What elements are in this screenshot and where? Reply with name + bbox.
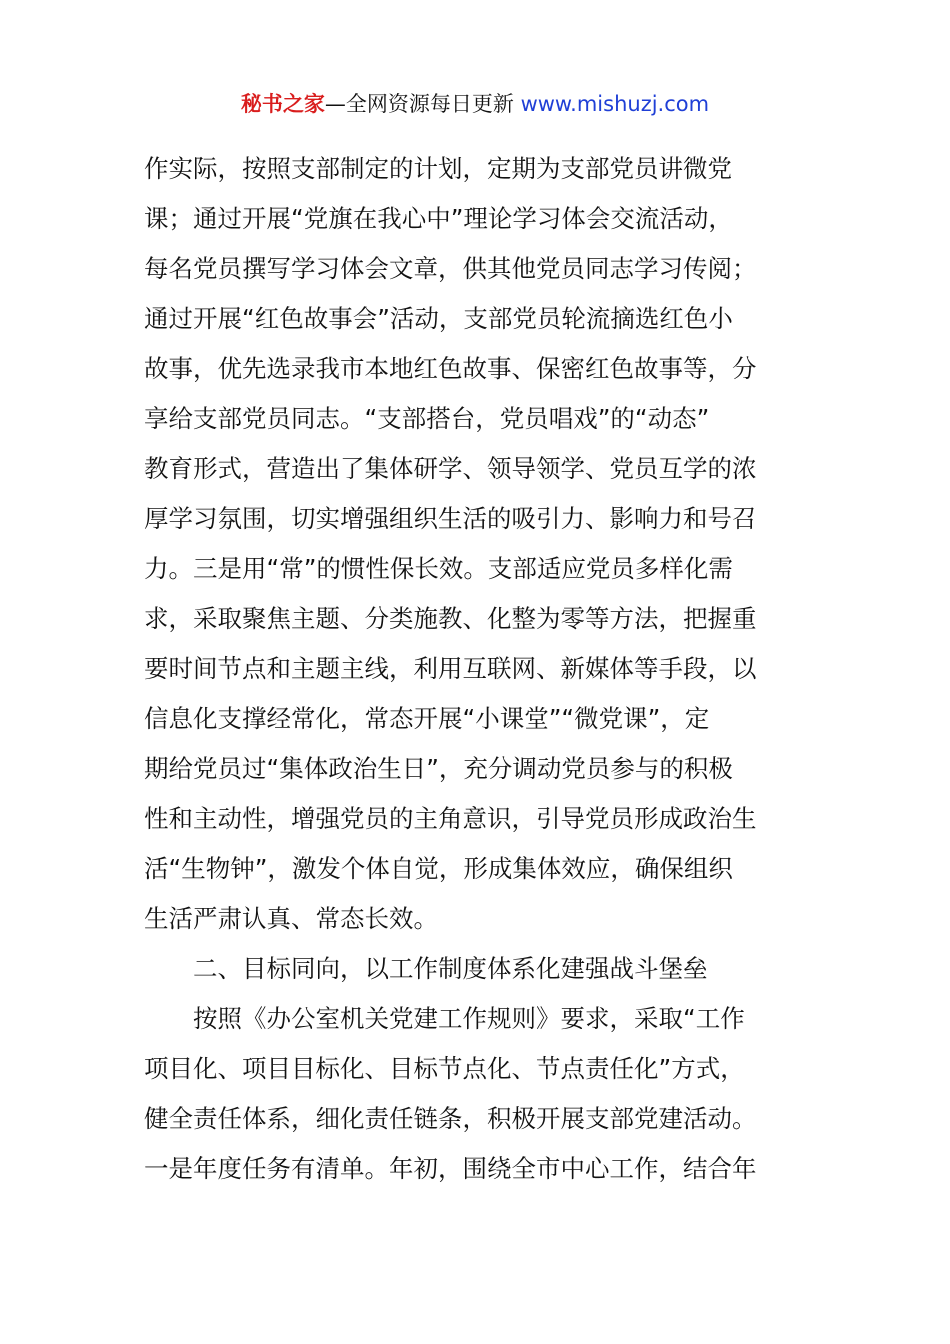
text-line: 生活严肃认真、常态长效。 [144,904,438,933]
text-line: 课；通过开展“党旗在我心中”理论学习体会交流活动， [144,204,733,233]
brand-name: 秘书之家 [240,92,325,116]
text-line: 要时间节点和主题主线，利用互联网、新媒体等手段，以 [144,654,757,683]
text-line: 作实际，按照支部制定的计划，定期为支部党员讲微党 [144,154,732,183]
text-line: 每名党员撰写学习体会文章，供其他党员同志学习传阅； [144,254,757,283]
header-tagline: —全网资源每日更新 [324,92,521,116]
text-line: 活“生物钟”，激发个体自觉，形成集体效应，确保组织 [144,854,733,883]
text-line: 按照《办公室机关党建工作规则》要求，采取“工作 [193,1004,745,1033]
document-body [144,144,806,1194]
text-line: 一是年度任务有清单。年初，围绕全市中心工作，结合年 [144,1154,757,1183]
text-line: 期给党员过“集体政治生日”，充分调动党员参与的积极 [144,754,733,783]
text-line: 健全责任体系，细化责任链条，积极开展支部党建活动。 [144,1104,757,1133]
site-url: www.mishuzj.com [520,92,710,116]
text-line: 信息化支撑经常化，常态开展“小课堂”“微党课”，定 [144,704,710,733]
text-line: 厚学习氛围，切实增强组织生活的吸引力、影响力和号召 [144,504,757,533]
text-line: 教育形式，营造出了集体研学、领导领学、党员互学的浓 [144,454,757,483]
text-line: 项目化、项目目标化、目标节点化、节点责任化”方式， [144,1054,745,1083]
text-line: 性和主动性，增强党员的主角意识，引导党员形成政治生 [144,804,757,833]
text-line: 通过开展“红色故事会”活动，支部党员轮流摘选红色小 [144,304,733,333]
text-line: 求，采取聚焦主题、分类施教、化整为零等方法，把握重 [144,604,757,633]
page-header [0,88,950,120]
text-line: 二、目标同向，以工作制度体系化建强战斗堡垒 [193,954,708,983]
text-line: 故事，优先选录我市本地红色故事、保密红色故事等，分 [144,354,757,383]
text-line: 享给支部党员同志。“支部搭台，党员唱戏”的“动态” [144,404,710,433]
text-line: 力。三是用“常”的惯性保长效。支部适应党员多样化需 [144,554,733,583]
